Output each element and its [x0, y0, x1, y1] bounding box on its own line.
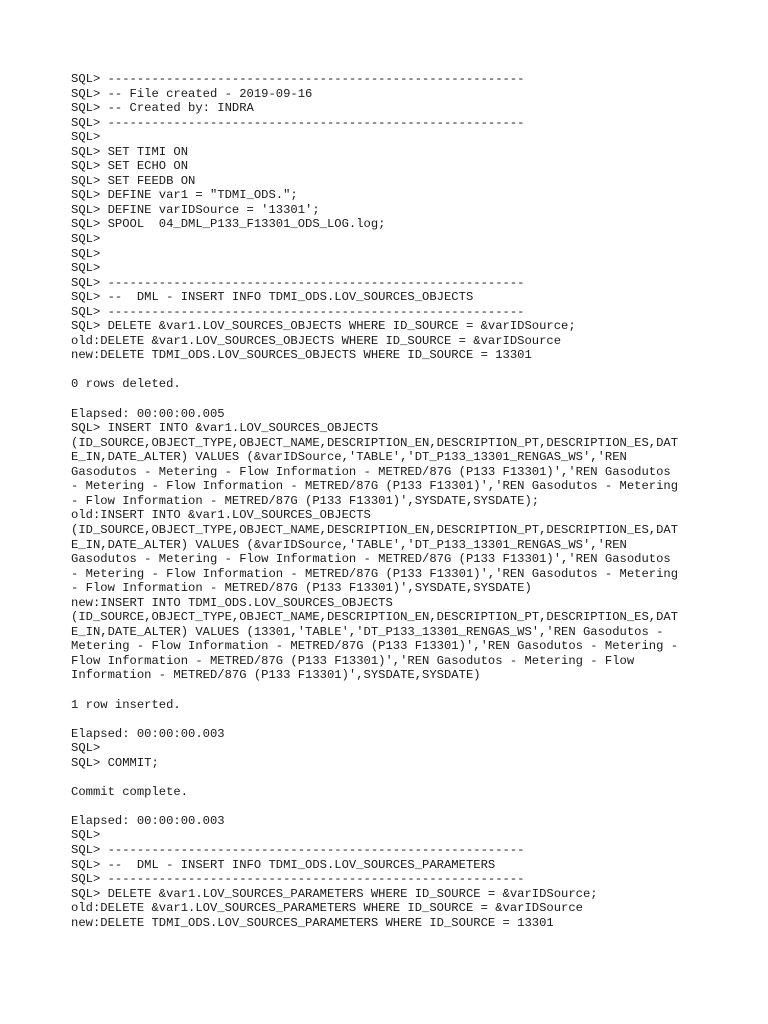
- log-line: - Metering - Flow Information - METRED/87G (P133 F13301)','REN Gasodutos - Metering: [71, 566, 679, 581]
- log-line: old:DELETE &var1.LOV_SOURCES_PARAMETERS WHERE ID_SOURCE = &varIDSource: [71, 901, 583, 916]
- log-line: E_IN,DATE_ALTER) VALUES (13301,'TABLE','DT_P133_13301_RENGAS_WS','REN Gasodutos -: [71, 624, 664, 639]
- log-line: SQL> COMMIT;: [71, 755, 159, 770]
- log-line: 0 rows deleted.: [71, 377, 181, 392]
- log-line: SQL>: [71, 232, 101, 247]
- log-line: (ID_SOURCE,OBJECT_TYPE,OBJECT_NAME,DESCRIPTION_EN,DESCRIPTION_PT,DESCRIPTION_ES,DAT: [71, 522, 679, 537]
- log-line: Elapsed: 00:00:00.003: [71, 813, 225, 828]
- log-line: SQL>: [71, 261, 101, 276]
- log-line: Metering - Flow Information - METRED/87G (P133 F13301)','REN Gasodutos - Metering -: [71, 639, 679, 654]
- log-line: SQL> -- DML - INSERT INFO TDMI_ODS.LOV_SOURCES_PARAMETERS: [71, 857, 496, 872]
- log-line: SQL> SET TIMI ON: [71, 144, 189, 159]
- log-line: E_IN,DATE_ALTER) VALUES (&varIDSource,'TABLE','DT_P133_13301_RENGAS_WS','REN: [71, 450, 627, 465]
- log-line: Elapsed: 00:00:00.003: [71, 726, 225, 741]
- log-line: SQL> DELETE &var1.LOV_SOURCES_OBJECTS WHERE ID_SOURCE = &varIDSource;: [71, 319, 576, 334]
- log-line: E_IN,DATE_ALTER) VALUES (&varIDSource,'TABLE','DT_P133_13301_RENGAS_WS','REN: [71, 537, 627, 552]
- log-line: new:DELETE TDMI_ODS.LOV_SOURCES_PARAMETERS WHERE ID_SOURCE = 13301: [71, 915, 554, 930]
- log-line: SQL> -- File created - 2019-09-16: [71, 86, 313, 101]
- log-line: [71, 392, 711, 407]
- log-line: SQL> ---------------------------------------------------------: [71, 842, 525, 857]
- log-line: SQL> ---------------------------------------------------------: [71, 115, 525, 130]
- log-line: Commit complete.: [71, 784, 189, 799]
- log-line: 1 row inserted.: [71, 697, 181, 712]
- log-line: SQL> DEFINE var1 = "TDMI_ODS.";: [71, 188, 298, 203]
- log-line: SQL> DELETE &var1.LOV_SOURCES_PARAMETERS WHERE ID_SOURCE = &varIDSource;: [71, 886, 598, 901]
- log-line: SQL>: [71, 130, 101, 145]
- log-line: old:INSERT INTO &var1.LOV_SOURCES_OBJECTS: [71, 508, 371, 523]
- log-line: (ID_SOURCE,OBJECT_TYPE,OBJECT_NAME,DESCRIPTION_EN,DESCRIPTION_PT,DESCRIPTION_ES,DAT: [71, 435, 679, 450]
- log-line: SQL>: [71, 828, 101, 843]
- log-line: SQL> DEFINE varIDSource = '13301';: [71, 202, 320, 217]
- log-line: new:INSERT INTO TDMI_ODS.LOV_SOURCES_OBJECTS: [71, 595, 393, 610]
- log-line: new:DELETE TDMI_ODS.LOV_SOURCES_OBJECTS WHERE ID_SOURCE = 13301: [71, 348, 532, 363]
- log-line: SQL> ---------------------------------------------------------: [71, 304, 525, 319]
- log-line: SQL> ---------------------------------------------------------: [71, 72, 525, 86]
- log-line: (ID_SOURCE,OBJECT_TYPE,OBJECT_NAME,DESCRIPTION_EN,DESCRIPTION_PT,DESCRIPTION_ES,DAT: [71, 610, 679, 625]
- log-line: SQL> ---------------------------------------------------------: [71, 872, 525, 887]
- log-line: SQL> -- DML - INSERT INFO TDMI_ODS.LOV_SOURCES_OBJECTS: [71, 290, 474, 305]
- log-line: old:DELETE &var1.LOV_SOURCES_OBJECTS WHERE ID_SOURCE = &varIDSource: [71, 333, 562, 348]
- log-line: - Flow Information - METRED/87G (P133 F13301)',SYSDATE,SYSDATE);: [71, 493, 540, 508]
- log-line: [71, 770, 711, 785]
- log-line: [71, 799, 711, 814]
- log-line: [71, 363, 711, 378]
- log-line: - Metering - Flow Information - METRED/87G (P133 F13301)','REN Gasodutos - Metering: [71, 479, 679, 494]
- sql-log-document: [71, 72, 711, 930]
- log-line: Elapsed: 00:00:00.005: [71, 406, 225, 421]
- log-line: SQL> -- Created by: INDRA: [71, 101, 254, 116]
- log-line: [71, 683, 711, 698]
- log-line: SQL> SPOOL 04_DML_P133_F13301_ODS_LOG.log;: [71, 217, 386, 232]
- log-line: SQL>: [71, 246, 101, 261]
- log-line: SQL> SET FEEDB ON: [71, 173, 196, 188]
- log-line: SQL>: [71, 741, 101, 756]
- log-line: SQL> INSERT INTO &var1.LOV_SOURCES_OBJECTS: [71, 421, 379, 436]
- log-line: SQL> SET ECHO ON: [71, 159, 189, 174]
- log-line: Flow Information - METRED/87G (P133 F13301)','REN Gasodutos - Metering - Flow: [71, 653, 635, 668]
- log-line: Gasodutos - Metering - Flow Information - METRED/87G (P133 F13301)','REN Gasodutos: [71, 464, 671, 479]
- log-line: Information - METRED/87G (P133 F13301)',SYSDATE,SYSDATE): [71, 668, 481, 683]
- log-line: SQL> ---------------------------------------------------------: [71, 275, 525, 290]
- log-line: [71, 712, 711, 727]
- log-line: Gasodutos - Metering - Flow Information - METRED/87G (P133 F13301)','REN Gasodutos: [71, 552, 671, 567]
- log-line: - Flow Information - METRED/87G (P133 F13301)',SYSDATE,SYSDATE): [71, 581, 532, 596]
